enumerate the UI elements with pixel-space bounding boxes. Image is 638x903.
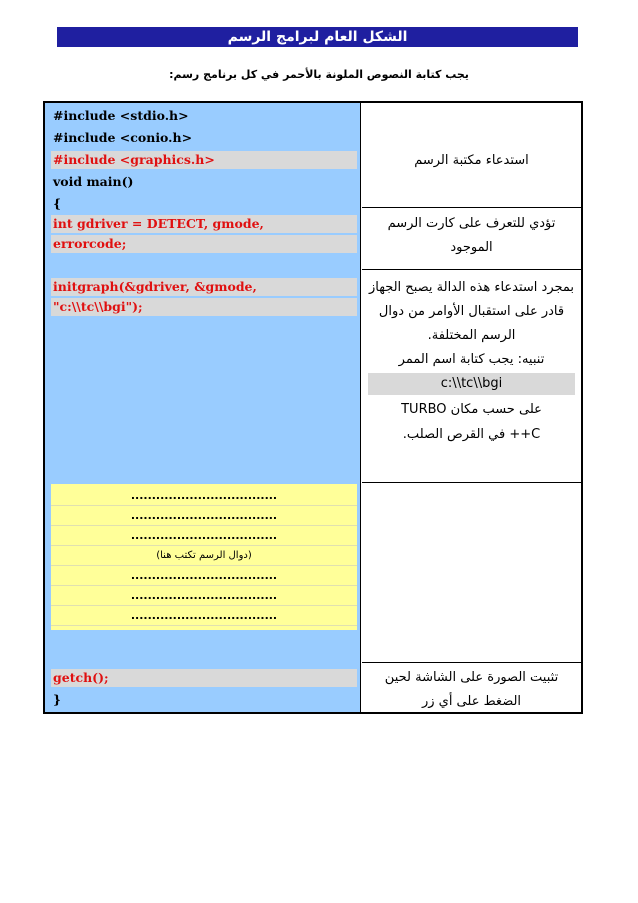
description-column xyxy=(362,103,581,712)
code-line-stdio: #include <stdio.h> xyxy=(53,108,189,123)
placeholder-note: (دوال الرسم تكتب هنا) xyxy=(51,546,357,566)
code-line-close-brace: } xyxy=(53,692,62,707)
row-divider xyxy=(362,207,581,208)
desc-turbo: على حسب مكان TURBO xyxy=(401,402,542,417)
code-line-gdriver: int gdriver = DETECT, gmode, xyxy=(51,215,357,233)
desc-path: c:\\tc\\bgi xyxy=(368,373,575,395)
code-line-open-brace: { xyxy=(53,196,62,211)
row-divider xyxy=(362,662,581,663)
desc-getch: تثبيت الصورة على الشاشة لحين الضغط على أي زر xyxy=(384,670,559,709)
placeholder-dots: ................................... xyxy=(51,606,357,626)
desc-initgraph: بمجرد استدعاء هذه الدالة يصبح الجهاز قادر على استقبال الأوامر من دوال الرسم المختلفة. xyxy=(368,280,575,343)
placeholder-dots: ................................... xyxy=(51,586,357,606)
desc-warning: تنبيه: يجب كتابة اسم الممر xyxy=(398,352,545,367)
placeholder-dots: ................................... xyxy=(51,486,357,506)
code-line-graphics: #include <graphics.h> xyxy=(51,151,357,169)
code-line-getch: getch(); xyxy=(51,669,357,687)
code-line-main: void main() xyxy=(53,174,134,189)
row-divider xyxy=(362,482,581,483)
code-line-bgi-path: "c:\\tc\\bgi"); xyxy=(51,298,357,316)
code-line-errorcode: errorcode; xyxy=(51,235,357,253)
desc-detect: تؤدي للتعرف على كارت الرسم الموجود xyxy=(387,216,556,255)
code-line-initgraph: initgraph(&gdriver, &gmode, xyxy=(51,278,357,296)
placeholder-dots: ................................... xyxy=(51,566,357,586)
page-title: الشكل العام لبرامج الرسم xyxy=(57,27,578,47)
row-divider xyxy=(362,269,581,270)
code-column xyxy=(45,103,361,712)
placeholder-dots: ................................... xyxy=(51,506,357,526)
desc-graphics-include: استدعاء مكتبة الرسم xyxy=(414,153,529,168)
code-line-conio: #include <conio.h> xyxy=(53,130,193,145)
code-table xyxy=(43,101,583,714)
page-subtitle: يجب كتابة النصوص الملونة بالأحمر في كل برنامج رسم: xyxy=(169,68,469,81)
placeholder-dots: ................................... xyxy=(51,526,357,546)
desc-turbo-disk: C++ في القرص الصلب. xyxy=(402,427,541,442)
